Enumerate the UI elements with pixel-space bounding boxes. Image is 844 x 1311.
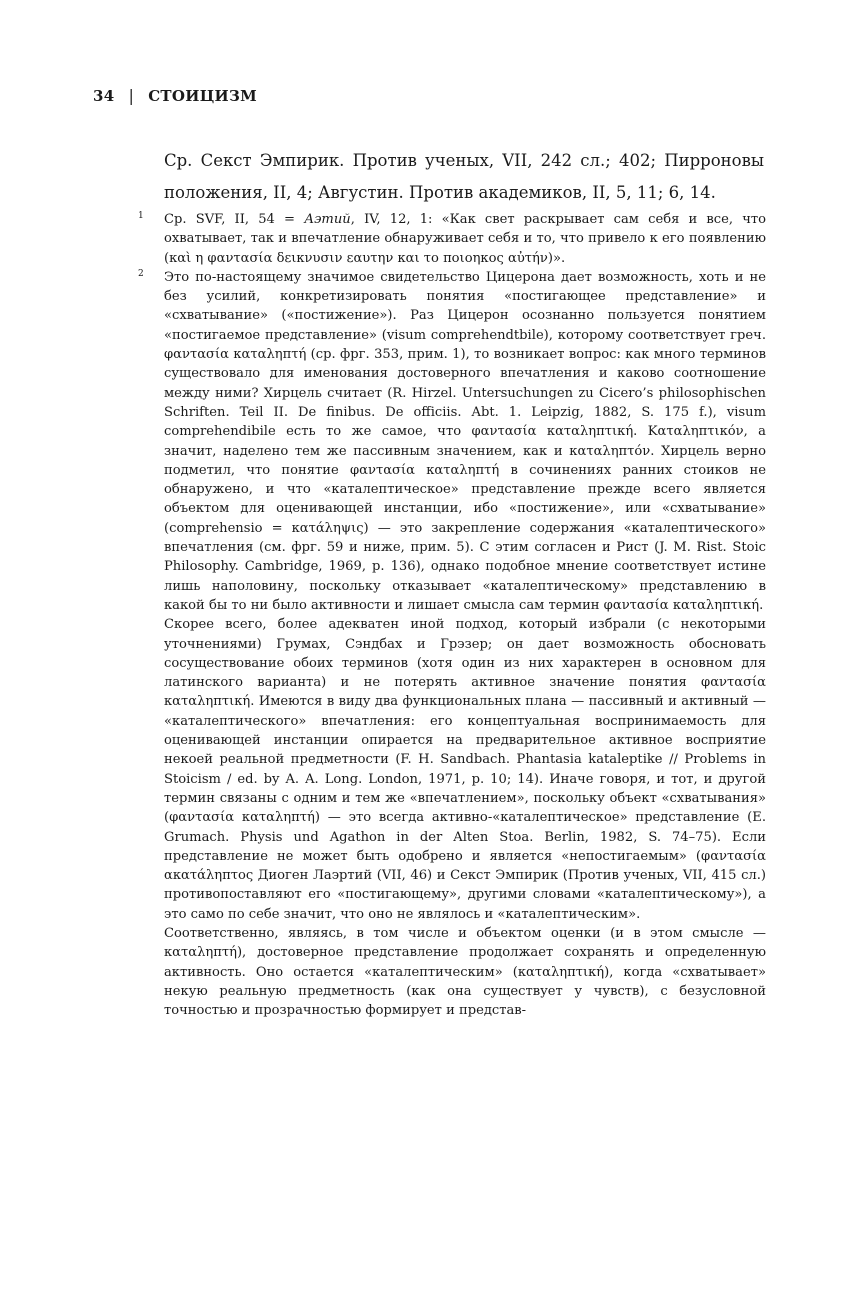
footnote-marker: 1	[138, 211, 144, 221]
footnote-body	[164, 268, 766, 1021]
author-name: Аэтий	[304, 212, 351, 227]
footnote-text: , IV, 12, 1: «Как свет раскрывает сам себя и все, что охватывает, так и впечатление обнаруживает себя и то, что привело к его появлению (καὶ η φαντασία δεικνυσιν εαυτην και το ποιοηκος αὐτήν)».	[164, 212, 766, 266]
page-number: 34	[93, 86, 115, 105]
footnote-1	[138, 210, 766, 268]
footnote-paragraph	[164, 210, 766, 268]
footnote-paragraph: Это по-настоящему значимое свидетельство Цицерона дает возможность, хоть и не без усилий, конкретизировать понятия «постигающее представление» и «схватывание» («постижение»). Раз Цицерон осознанно пользуется понятием «постигаемое представление» (visum comprehendtbile), которому соответствует греч. φαντασία καταληπτή (ср. фрг. 353, прим. 1), то возникает вопрос: как много терминов существовало для именования достоверного впечатления и каково соотношение между ними? Хирцель считает (R. Hirzel. Untersuchungen zu Cicero’s philosophischen Schriften. Teil II. De finibus. De officiis. Abt. 1. Leipzig, 1882, S. 175 f.), visum comprehendibile есть то же самое, что φαντασία καταληπτική. Καταληπτικόν, а значит, наделено тем же пассивным значением, как и καταληπτόν. Хирцель верно подметил, что понятие φαντασία καταληπτή в сочинениях ранних стоиков не обнаружено, и что «каталептическое» представление прежде всего является объектом для оценивающей инстанции, ибо «постижение», или «схватывание» (comprehensio = κατάληψις) — это закрепление содержания «каталептического» впечатления (см. фрг. 59 и ниже, прим. 5). С этим согласен и Рист (J. M. Rist. Stoic Philosophy. Cambridge, 1969, p. 136), однако подобное мнение соответствует истине лишь наполовину, поскольку отказывает «каталептическому» представлению в какой бы то ни было активности и лишает смысла сам термин φαντασία καταληπτική.	[164, 269, 766, 613]
footnote-text: Ср. SVF, II, 54 =	[164, 212, 305, 227]
header-separator: |	[128, 86, 135, 105]
lead-paragraph: Ср. Секст Эмпирик. Против ученых, VII, 242 сл.; 402; Пирроновы положения, II, 4; Августин. Против академиков, II, 5, 11; 6, 14.	[164, 151, 764, 202]
footnote-paragraph: Скорее всего, более адекватен иной подход, который избрали (с некоторыми уточнениями) Грумах, Сэндбах и Грэзер; он дает возможность обосновать сосуществование обоих терминов (хотя один из них характерен в основном для латинского варианта) и не потерять активное значение понятия φαντασία καταληπτική. Имеются в виду два функциональных плана — пассивный и активный — «каталептического» впечатления: его концептуальная воспринимаемость для оценивающей инстанции опирается на предварительное активное восприятие некоей реальной предметности (F. H. Sandbach. Phantasia kataleptike // Problems in Stoicism / ed. by A. A. Long. London, 1971, p. 10; 14). Иначе говоря, и тот, и другой термин связаны с одним и тем же «впечатлением», поскольку объект «схватывания» (φαντασία καταληπτή) — это всегда активно-«каталептическое» представление (E. Grumach. Physis und Agathon in der Alten Stoa. Berlin, 1982, S. 74–75). Если представление не может быть одобрено и является «непостигаемым» (φαντασία ακατάληπτος Диоген Лаэртий (VII, 46) и Секст Эмпирик (Против ученых, VII, 415 сл.) противопоставляют его «постигающему», другими словами «каталептическому»), а это само по себе значит, что оно не являлось и «каталептическим».	[164, 617, 766, 922]
footnote-body	[164, 210, 766, 268]
footnotes	[138, 210, 766, 1020]
footnote-paragraph: Соответственно, являясь, в том числе и объектом оценки (и в этом смысле — καταληπτή), достоверное представление продолжает сохранять и определенную активность. Оно остается «каталептическим» (καταληπτική), когда «схватывает» некую реальную предметность (как она существует у чувств), с безусловной точностью и прозрачностью формирует и представ-	[164, 925, 766, 1019]
running-title: СТОИЦИЗМ	[148, 86, 258, 105]
footnote-marker: 2	[138, 268, 144, 279]
running-head	[93, 86, 257, 105]
footnote-2	[138, 268, 766, 1021]
